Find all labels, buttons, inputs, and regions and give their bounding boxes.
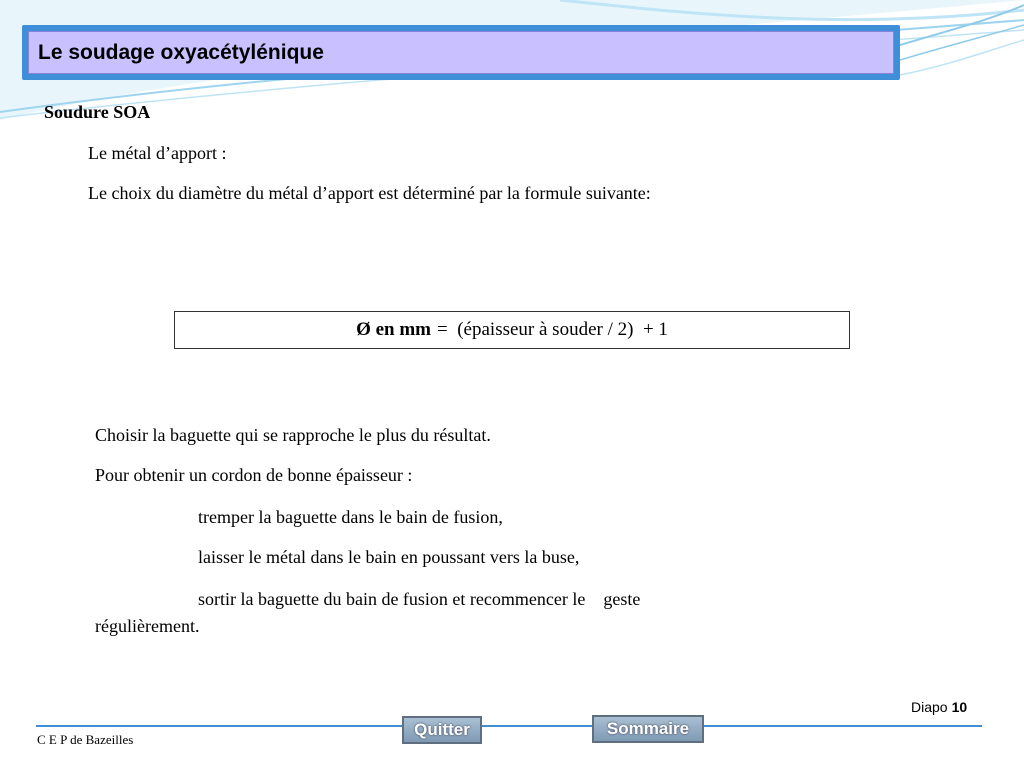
title-frame	[22, 25, 900, 80]
summary-button-label: Sommaire	[606, 719, 690, 738]
organization-name: C E P de Bazeilles	[37, 732, 134, 747]
step-3-continuation: régulièrement.	[95, 616, 200, 636]
step-3: sortir la baguette du bain de fusion et recommencer le geste	[198, 589, 641, 609]
diameter-intro: Le choix du diamètre du métal d’apport est déterminé par la formule suivante:	[88, 183, 651, 203]
formula-symbol: Ø en mm	[356, 319, 432, 340]
filler-metal-label: Le métal d’apport :	[88, 143, 227, 163]
formula-expression: = (épaisseur à souder / 2) + 1	[437, 319, 668, 340]
section-heading: Soudure SOA	[44, 102, 151, 122]
step-1: tremper la baguette dans le bain de fusion,	[198, 507, 503, 527]
choose-rod-text: Choisir la baguette qui se rapproche le plus du résultat.	[95, 425, 491, 445]
quit-button-label: Quitter	[414, 720, 470, 739]
footer-divider	[36, 725, 982, 727]
slide-number	[911, 699, 967, 715]
slide-number-label: Diapo	[911, 699, 948, 715]
title-box	[28, 31, 894, 74]
formula-box	[174, 311, 850, 349]
slide-title: Le soudage oxyacétylénique	[38, 41, 324, 64]
bead-intro-text: Pour obtenir un cordon de bonne épaisseur :	[95, 465, 413, 485]
summary-button[interactable]	[592, 715, 704, 743]
slide-number-value: 10	[951, 699, 968, 715]
quit-button[interactable]	[402, 716, 482, 744]
step-2: laisser le métal dans le bain en poussant vers la buse,	[198, 547, 580, 567]
